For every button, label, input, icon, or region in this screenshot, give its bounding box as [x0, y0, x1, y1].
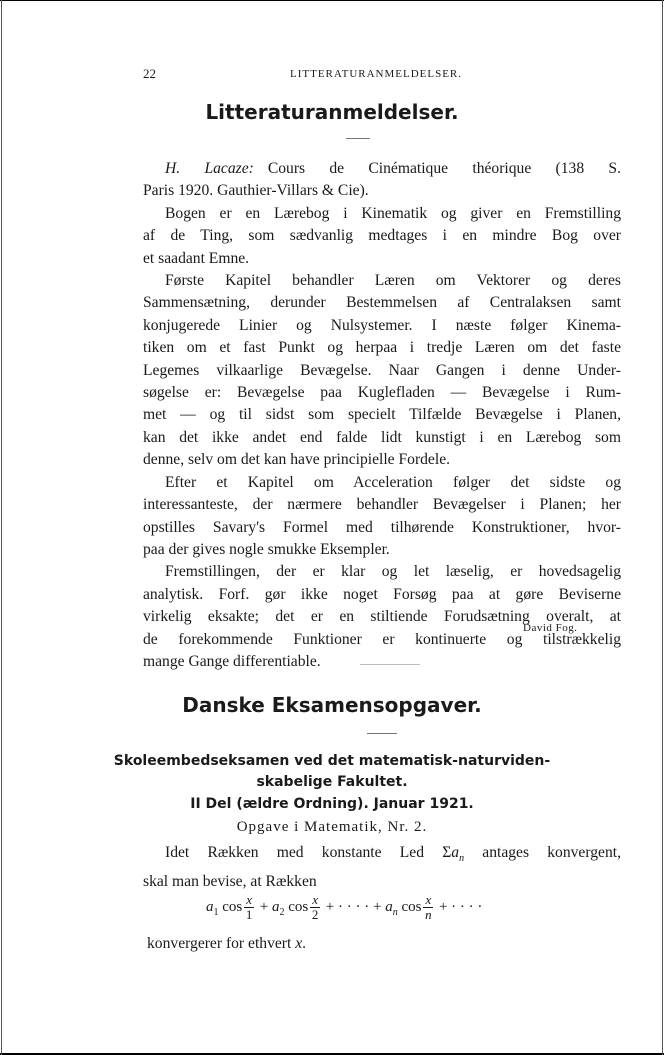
- review-line: Paris 1920. Gauthier-Villars & Cie).: [143, 182, 369, 200]
- review-line: Cours de Cinématique théorique (138 S.: [267, 160, 621, 177]
- review-line: analytisk. Forf. gør ikke noget Forsøg paa at gøre Beviserne: [143, 585, 621, 603]
- running-title: LITTERATURANMELDELSER.: [290, 68, 463, 80]
- review-line: virkelig eksakte; det er en stiltiende Forudsætning overalt, at: [143, 608, 621, 626]
- section-divider: [360, 664, 420, 665]
- exam-line: skal man bevise, at Rækken: [143, 872, 317, 890]
- title-underline: [367, 733, 397, 734]
- review-line: met — og til sidst som specielt Tilfælde Bevægelse i Planen,: [143, 406, 621, 424]
- page-number: 22: [143, 66, 156, 81]
- review-author: H. Lacaze:: [165, 160, 254, 177]
- review-line: Bogen er en Lærebog i Kinematik og giver en Fremstilling: [165, 204, 621, 222]
- review-line: Første Kapitel behandler Læren om Vektorer og deres: [165, 272, 621, 290]
- exam-line: Idet Rækken med konstante Led $\Sigma a_n$ antages konvergent,: [165, 844, 621, 865]
- page-border-left: [1, 0, 2, 1055]
- review-line: mange Gange differentiable.: [143, 652, 321, 670]
- review-line: et saadant Emne.: [143, 249, 250, 267]
- section-title-reviews: Litteraturanmeldelser.: [205, 100, 459, 124]
- review-line: tiken om et fast Punkt og herpaa i tredje Læren om det faste: [143, 339, 621, 357]
- page-border-right: [662, 0, 663, 1055]
- exam-part: II Del (ældre Ordning). Januar 1921.: [190, 796, 474, 812]
- exam-subtitle: skabelige Fakultet.: [256, 774, 408, 790]
- review-line: Sammensætning, derunder Bestemmelsen af Centralaksen samt: [143, 294, 621, 312]
- review-line: opstilles Savary's Formel med tilhørende Konstruktioner, hvor-: [143, 518, 621, 536]
- review-citation-line: [143, 158, 621, 180]
- page-border-top: [0, 0, 664, 1]
- exam-subtitle: Skoleembedseksamen ved det matematisk-naturviden-: [113, 753, 551, 769]
- title-underline: [346, 138, 370, 139]
- exam-body: [143, 842, 621, 893]
- review-line: de forekommende Funktioner er kontinuerte og tilstrækkelig: [143, 630, 621, 648]
- review-line: denne, selv om det kan have principielle Fordele.: [143, 451, 451, 469]
- review-line: af de Ting, som sædvanlig medtages i en mindre Bog over: [143, 227, 621, 245]
- review-line: konjugerede Linier og Nulsystemer. I næste følger Kinema-: [143, 316, 621, 334]
- exam-conclusion: konvergerer for ethvert x.: [147, 935, 307, 952]
- review-line: søgelse er: Bevægelse paa Kuglefladen — Bevægelse i Rum-: [143, 384, 621, 402]
- review-line: interessanteste, der nærmere behandler Bevægelser i Planen; her: [143, 496, 621, 514]
- review-line: Fremstillingen, der er klar og let læselig, er hovedsagelig: [165, 563, 621, 581]
- problem-heading: Opgave i Matematik, Nr. 2.: [236, 819, 428, 835]
- review-line: Legemes vilkaarlige Bevægelse. Naar Gangen i denne Under-: [143, 361, 621, 379]
- review-line: kan det ikke andet end falde lidt kunstigt i en Lærebog som: [143, 428, 621, 446]
- review-line: paa der gives nogle smukke Eksempler.: [143, 540, 390, 558]
- review-signature: David Fog.: [523, 622, 578, 634]
- section-title-exams: Danske Eksamensopgaver.: [182, 693, 482, 717]
- review-body: [143, 158, 621, 673]
- review-line: Efter et Kapitel om Acceleration følger det sidste og: [165, 473, 621, 491]
- sum-symbol: Σ: [442, 844, 452, 861]
- series-formula: $a_1$ cos $\frac{x}{1}$ + $a_2$ cos $\frac{x}{2}$ + · · · · + $a_n$ cos $\frac{x}{n}$ + · · · ·: [206, 892, 483, 922]
